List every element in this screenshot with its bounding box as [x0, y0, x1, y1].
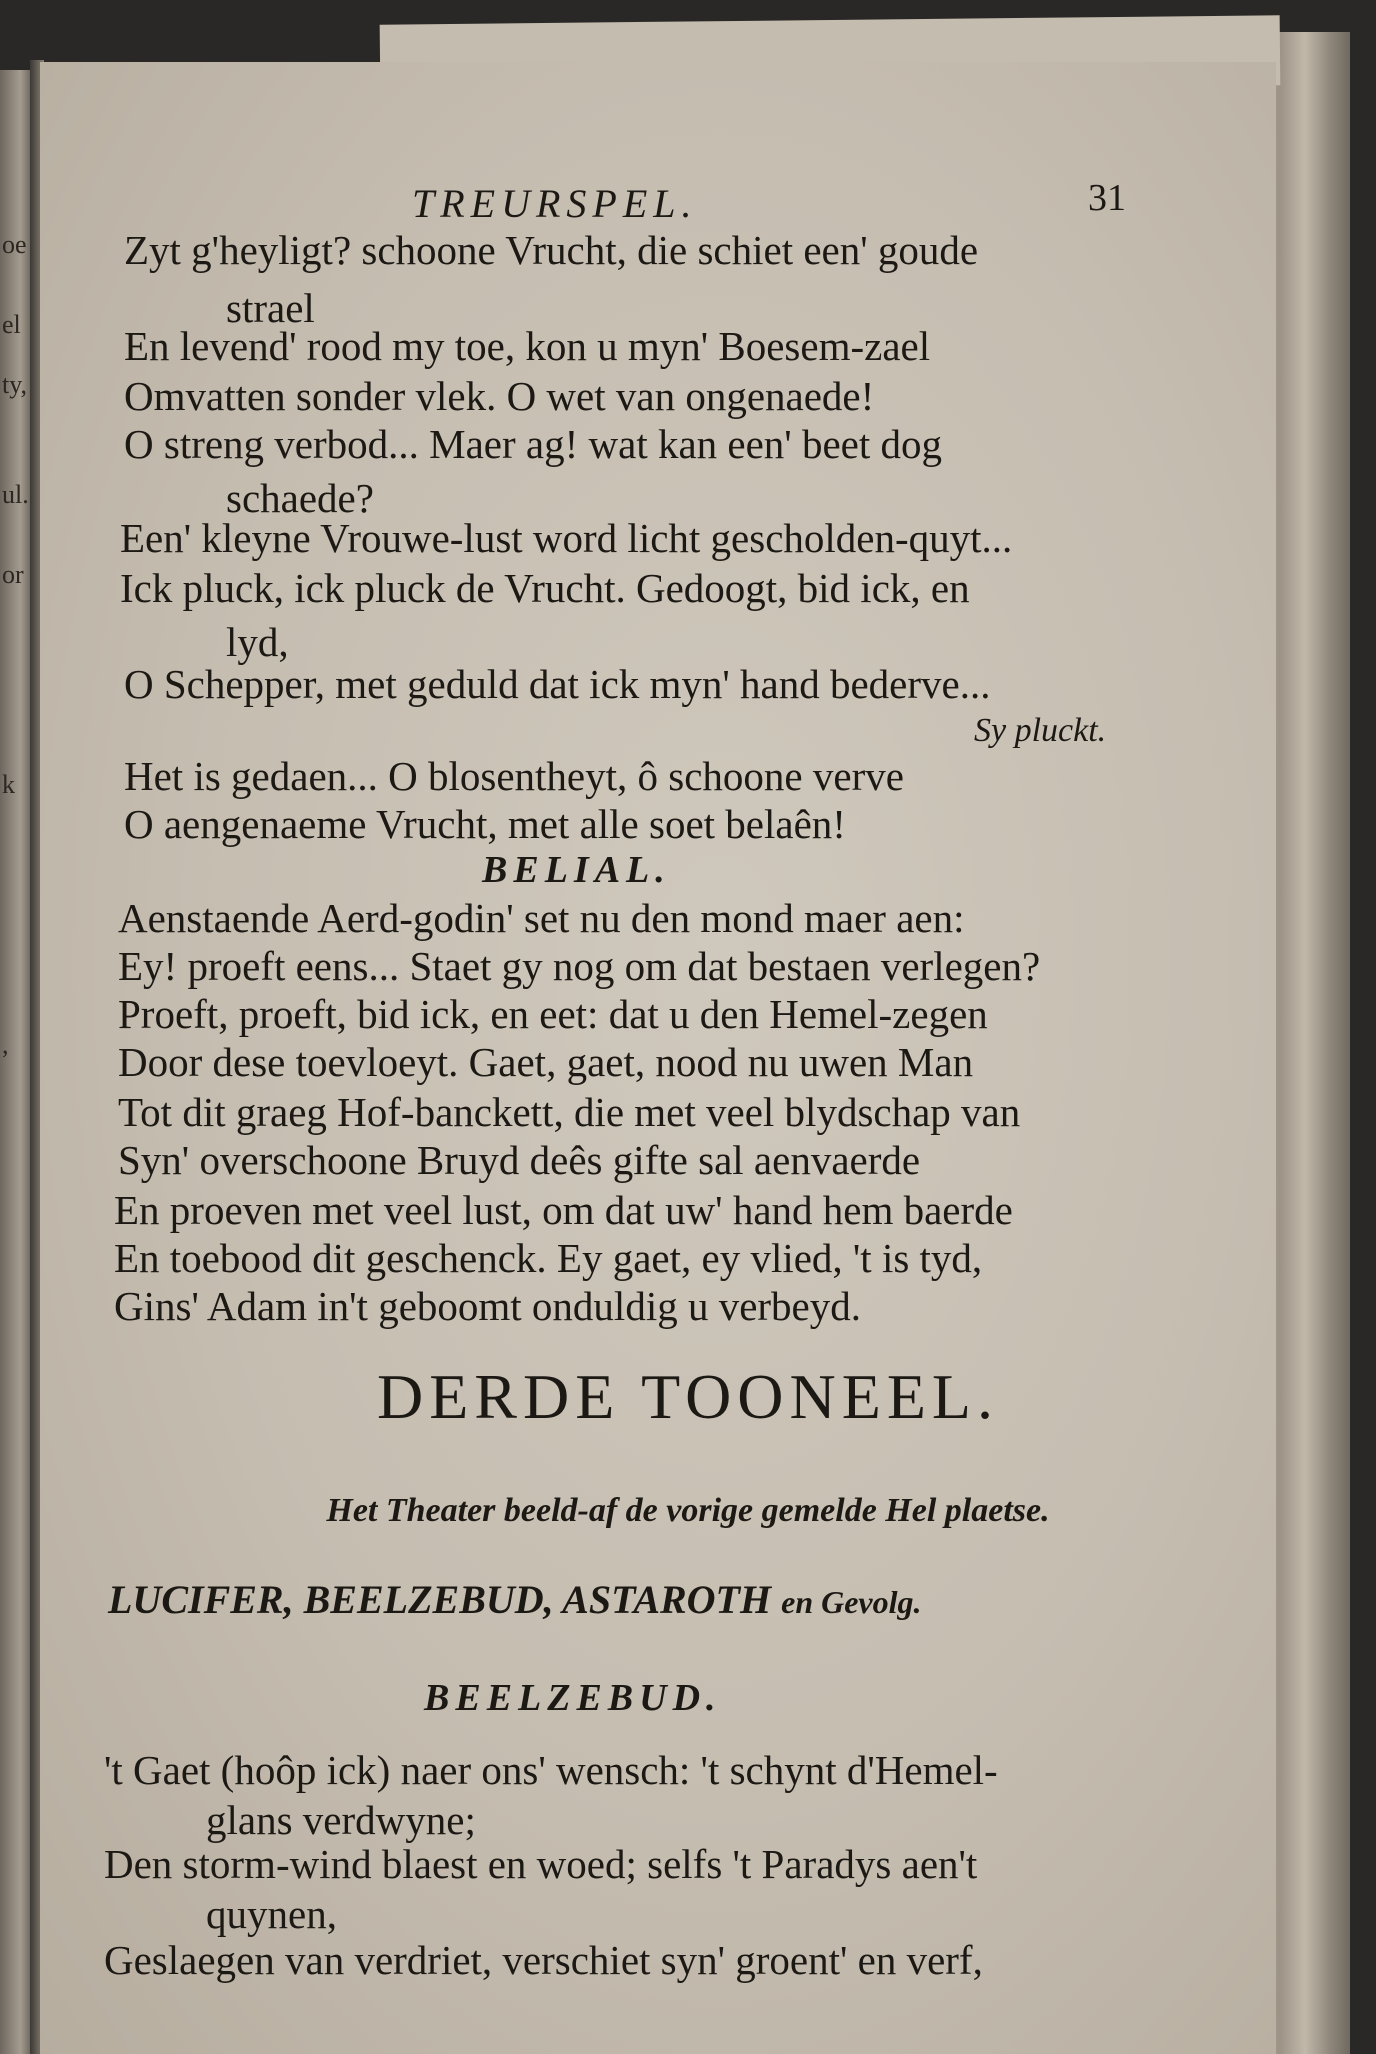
verse-line: Den storm-wind blaest en woed; selfs 't Paradys aen't: [104, 1841, 978, 1887]
facing-page-fragment: k: [2, 770, 15, 799]
facing-page-fragment: el: [2, 310, 21, 339]
verse-line: strael: [226, 285, 315, 331]
verse-line: lyd,: [226, 619, 289, 665]
verse-line: Aenstaende Aerd-godin' set nu den mond maer aen:: [118, 895, 965, 941]
character-list: [108, 1576, 922, 1623]
speaker-name: BELIAL.: [482, 849, 671, 891]
page-number: 31: [1088, 177, 1126, 219]
verse-line: glans verdwyne;: [206, 1797, 476, 1843]
scene-description: Het Theater beeld-af de vorige gemelde Hel plaetse.: [326, 1492, 1050, 1529]
facing-page-fragment: ,: [2, 1030, 9, 1059]
facing-page-edge: [0, 70, 34, 2054]
verse-line: Zyt g'heyligt? schoone Vrucht, die schiet een' goude: [124, 227, 979, 273]
verse-line: En toebood dit geschenck. Ey gaet, ey vlied, 't is tyd,: [114, 1235, 983, 1281]
verse-line: Gins' Adam in't geboomt onduldig u verbeyd.: [114, 1283, 862, 1329]
verse-line: En levend' rood my toe, kon u myn' Boesem-zael: [124, 323, 931, 369]
speaker-name: BEELZEBUD.: [424, 1677, 722, 1719]
stage-direction: Sy pluckt.: [974, 712, 1107, 749]
scene-title: DERDE TOONEEL.: [376, 1361, 1000, 1432]
verse-line: Omvatten sonder vlek. O wet van ongenaede!: [124, 373, 875, 419]
facing-page-fragment: or: [2, 560, 24, 589]
verse-line: En proeven met veel lust, om dat uw' hand hem baerde: [114, 1187, 1013, 1233]
verse-line: Door dese toevloeyt. Gaet, gaet, nood nu uwen Man: [118, 1039, 974, 1085]
verse-line: quynen,: [206, 1891, 337, 1937]
verse-line: O streng verbod... Maer ag! wat kan een' beet dog: [124, 421, 942, 467]
running-title: TREURSPEL.: [412, 181, 698, 226]
facing-page-fragment: ul.: [2, 480, 29, 509]
verse-line: 't Gaet (hoôp ick) naer ons' wensch: 't schynt d'Hemel-: [104, 1747, 998, 1793]
verse-line: Ey! proeft eens... Staet gy nog om dat bestaen verlegen?: [118, 943, 1041, 989]
facing-page-fragment: oe: [2, 230, 27, 259]
character-suffix: en Gevolg.: [781, 1584, 922, 1620]
verse-line: Ick pluck, ick pluck de Vrucht. Gedoogt, bid ick, en: [120, 565, 970, 611]
verse-line: schaede?: [226, 475, 374, 521]
verse-line: O aengenaeme Vrucht, met alle soet belaên!: [124, 801, 846, 847]
verse-line: Tot dit graeg Hof-banckett, die met veel blydschap van: [118, 1089, 1021, 1135]
verse-line: Proeft, proeft, bid ick, en eet: dat u den Hemel-zegen: [118, 991, 988, 1037]
verse-line: Geslaegen van verdriet, verschiet syn' groent' en verf,: [104, 1937, 983, 1983]
verse-line: Het is gedaen... O blosentheyt, ô schoone verve: [124, 753, 904, 799]
verse-line: O Schepper, met geduld dat ick myn' hand bederve...: [124, 661, 991, 707]
character-names: LUCIFER, BEELZEBUD, ASTAROTH: [108, 1577, 772, 1622]
verse-line: Syn' overschoone Bruyd deês gifte sal aenvaerde: [118, 1137, 921, 1183]
verse-line: Een' kleyne Vrouwe-lust word licht gescholden-quyt...: [120, 515, 1013, 561]
facing-page-fragment: ty,: [2, 370, 28, 399]
